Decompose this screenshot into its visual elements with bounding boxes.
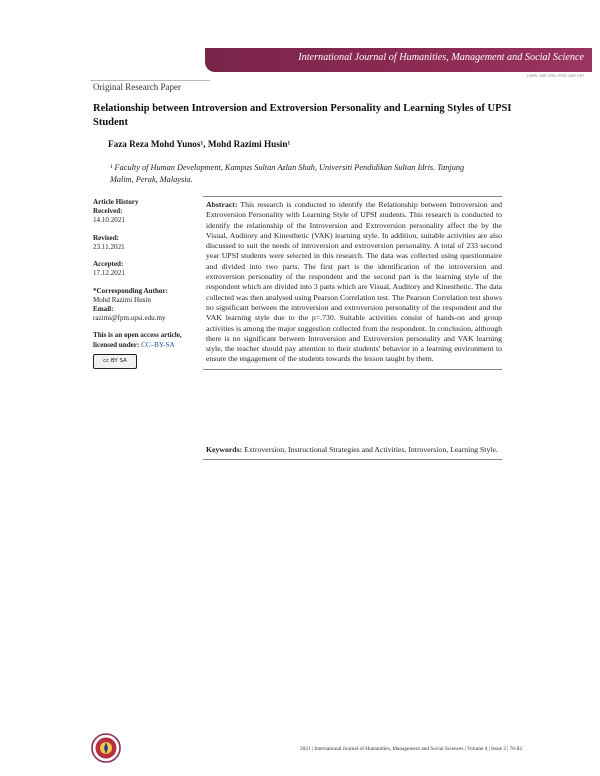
keywords-section [203,442,502,460]
keywords-label: Keywords: [206,445,243,454]
keywords-text: Extroversion, Instructional Strategies and Activities, Introversion, Learning Style. [242,445,498,454]
abstract-paragraph [206,200,502,365]
abstract-label: Abstract: [206,200,238,209]
open-access-note: This is an open access article, [93,331,182,340]
page-footer: 2021 | International Journal of Humanities, Management and Social Sciences | Volume 4 | Issue 2 | 76-82 [299,746,522,752]
received-date: 14.10.2021 [93,216,125,225]
received-label: Received: [93,207,123,216]
revised-date: 23.11.2021 [93,242,125,251]
paper-title: Relationship between Introversion and Extroversion Personality and Learning Styles of UPSI Student [93,103,512,128]
journal-issn: p-ISSN: 2685-1598, e-ISSN: 2685-1993 [526,74,584,78]
corresponding-email[interactable]: razimi@fpm.upsi.edu.my [93,314,166,323]
cc-badge-text: cc BY SA [103,357,127,364]
corresponding-author-name: Mohd Razimi Husin [93,295,151,304]
article-type: Original Research Paper [93,82,181,92]
abstract-section [203,196,502,370]
email-label: Email: [93,304,114,313]
divider [90,80,210,81]
accepted-date: 17.12.2021 [93,269,125,278]
license-link[interactable]: CC–BY-SA [141,340,175,349]
journal-banner [205,48,592,72]
revised-label: Revised: [93,233,120,242]
cc-license-badge-icon[interactable] [93,354,137,369]
author-list: Faza Reza Mohd Yunos¹, Mohd Razimi Husin¹ [108,139,291,149]
affiliation: ¹ Faculty of Human Development, Kampus Sultan Azlan Shah, Universiti Pendidikan Sultan Idris. Tanjung Malim, Perak, Malaysia. [110,163,465,184]
abstract-text: This research is conducted to identify the Relationship between Introversion and Extroversion Personality with Learning Style of UPSI students. This research is conducted to identify the relationship of the Introversion and Extroversion personality affect the by the Visual, Auditory and Kinesthetic (VAK) learning style. In addition, suitable activities are also discussed to suit the needs of introversion and extroversion personality. A total of 233 second year UPSI students were selected in this research. The data was collected using questionnaire and divided into two parts. The first part is the identification of the introversion and extroversion personality of the respondent and the second part is the learning style of the respondent which are divided into 3 parts which are Visual, Auditory and Kinesthetic. The data collected was then analysed using Pearson Correlation test. The Pearson Correlation test shows no significant between the introversion and extroversion personality of the respondent and the VAK learning style due to the p=.730. Suitable activities consist of hands-on and group activities is among the major suggestion collected from the respondent. In conclusion, although there is no significant between Introversion and Extroversion personality and VAK learning style, the teacher should pay attention to their students' behavior in a learning environment to ensure the engagement of the students towards the lesson taught by them. [206,200,502,364]
university-seal-icon [91,733,121,763]
license-label: licensed under: [93,340,142,349]
journal-name: International Journal of Humanities, Management and Social Science [298,52,584,63]
history-heading: Article History [93,198,139,206]
article-info-sidebar [93,198,203,377]
corresponding-author-label: *Corresponding Author: [93,286,168,295]
accepted-label: Accepted: [93,260,124,269]
